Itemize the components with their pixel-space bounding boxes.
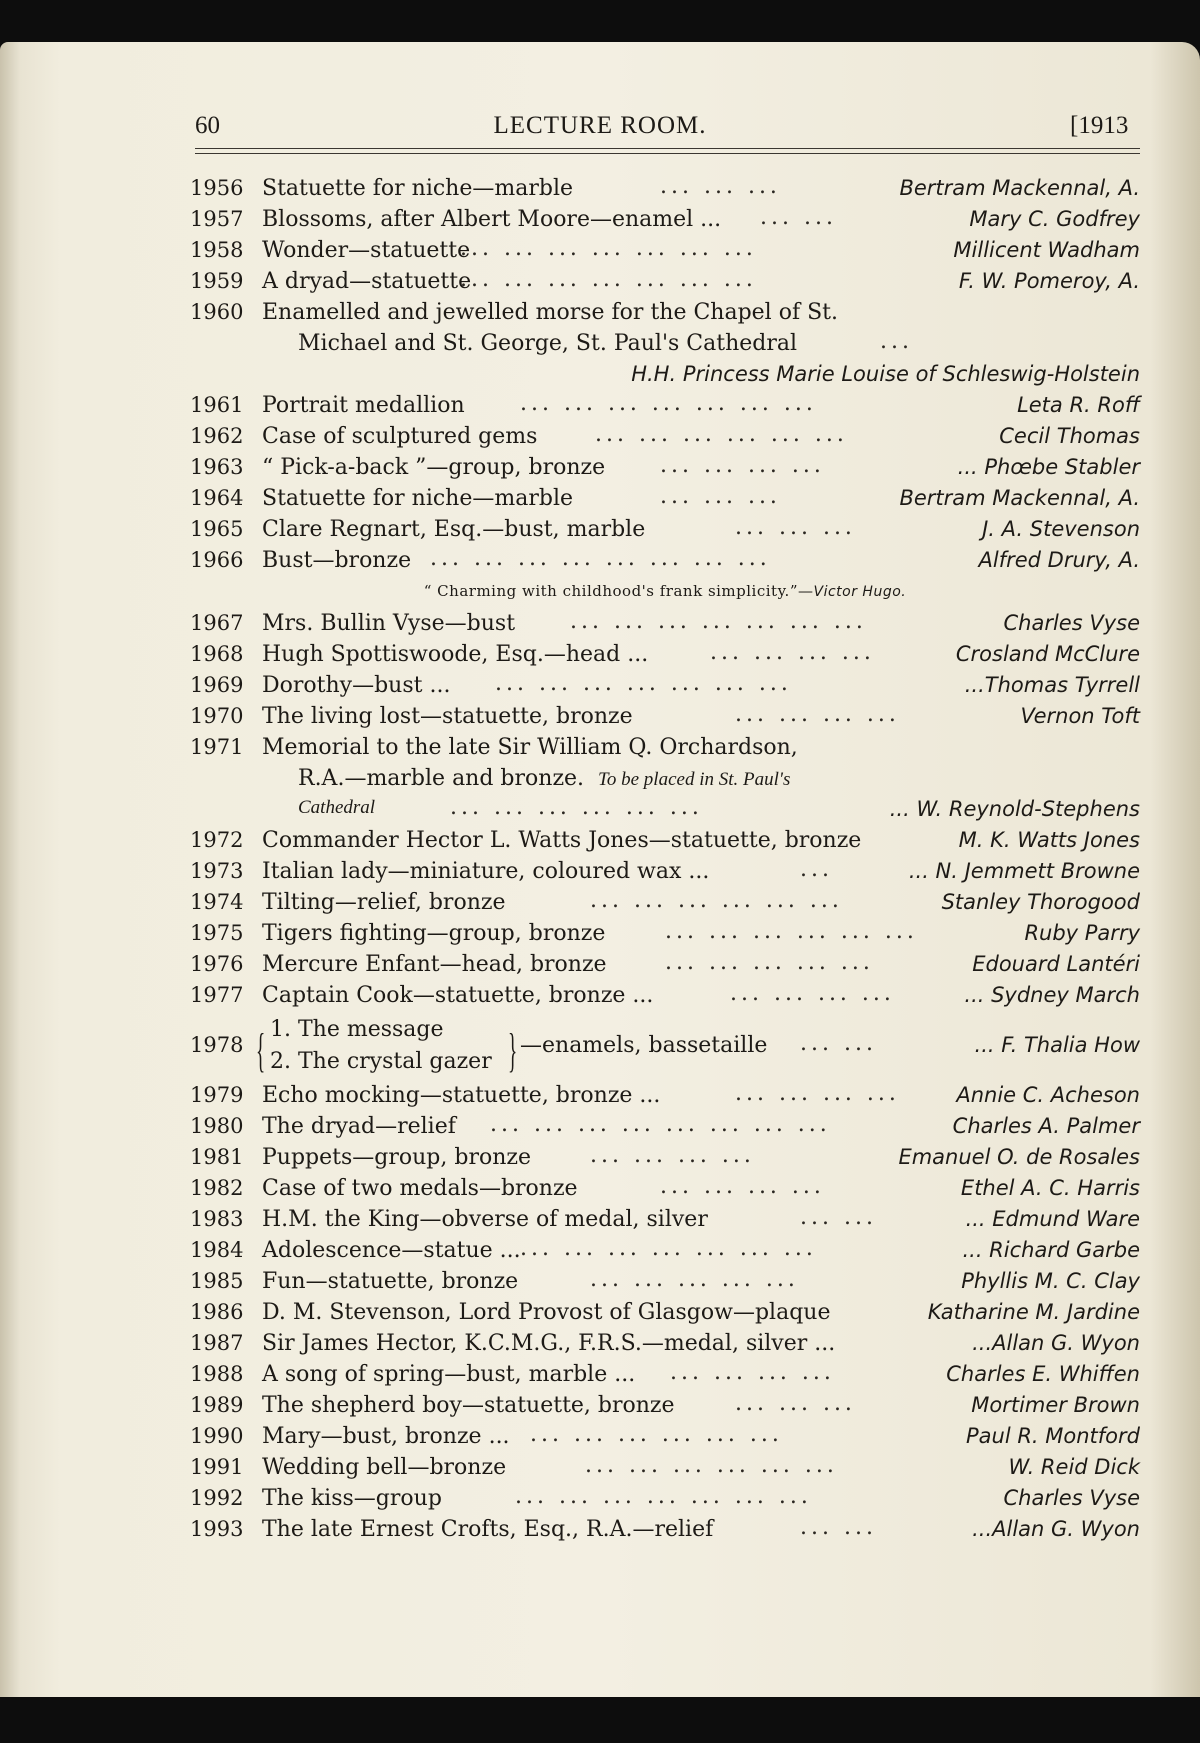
entry-artist: Charles Vyse	[1003, 611, 1140, 635]
catalogue-entry	[190, 702, 1140, 734]
entry-artist: Emanuel O. de Rosales	[898, 1145, 1140, 1169]
leader-dots: ... ... ... ... ...	[590, 1267, 799, 1292]
entry-title: Mercure Enfant—head, bronze	[262, 952, 607, 977]
entry-title: Commander Hector L. Watts Jones—statuette, bronze	[262, 828, 862, 853]
entry-number: 1958	[190, 238, 244, 262]
entry-artist: ...Thomas Tyrrell	[964, 673, 1140, 697]
entry-number: 1983	[190, 1207, 244, 1231]
catalogue-entry	[190, 671, 1140, 703]
entry-artist: Crosland McClure	[955, 642, 1140, 666]
entry-artist: ... Sydney March	[964, 983, 1140, 1007]
entry-artist: Edouard Lantéri	[972, 952, 1140, 976]
entry-title-text: R.A.—marble and bronze.	[298, 766, 585, 791]
entry-title: —enamels, bassetaille	[520, 1033, 768, 1058]
entry-number: 1985	[190, 1269, 244, 1293]
entry-title: A dryad—statuette	[262, 269, 472, 294]
leader-dots: ... ... ... ...	[660, 453, 825, 478]
entry-artist: Charles A. Palmer	[952, 1114, 1140, 1138]
placement-note: To be placed in St. Paul's	[598, 769, 791, 790]
leader-dots: ... ...	[800, 1515, 877, 1540]
entry-number: 1987	[190, 1331, 244, 1355]
entry-artist: Mortimer Brown	[971, 1393, 1140, 1417]
entry-number: 1957	[190, 207, 244, 231]
entry-number: 1962	[190, 424, 244, 448]
catalogue-entry	[190, 1484, 1140, 1516]
entry-title: The living lost—statuette, bronze	[262, 704, 633, 729]
entry-title: Fun—statuette, bronze	[262, 1269, 519, 1294]
catalogue-entry-continued	[190, 764, 1140, 796]
leader-dots: ... ... ... ... ... ...	[530, 1422, 783, 1447]
entry-title: Wonder—statuette	[262, 238, 471, 263]
entry-title: Clare Regnart, Esq.—bust, marble	[262, 517, 646, 542]
entry-number: 1990	[190, 1424, 244, 1448]
catalogue-entry-continued	[190, 360, 1140, 392]
leader-dots: ... ... ... ... ... ... ...	[460, 236, 757, 261]
entry-artist: Paul R. Montford	[965, 1424, 1140, 1448]
leader-dots: ... ... ...	[735, 515, 856, 540]
running-title: LECTURE ROOM.	[493, 112, 707, 139]
entry-artist: Charles E. Whiffen	[946, 1362, 1140, 1386]
catalogue-entry	[190, 205, 1140, 237]
entry-number: 1992	[190, 1486, 244, 1510]
leader-dots: ... ... ... ... ... ...	[585, 1453, 838, 1478]
sub-item: 2. The crystal gazer	[270, 1049, 492, 1074]
entry-title-line2	[298, 766, 790, 791]
entry-artist: ... W. Reynold-Stephens	[889, 797, 1140, 821]
entry-title: Mrs. Bullin Vyse—bust	[262, 611, 516, 636]
catalogue-entry	[190, 733, 1140, 765]
catalogue-entry	[190, 857, 1140, 889]
catalogue-entry	[190, 826, 1140, 858]
entry-number: 1970	[190, 704, 244, 728]
epigraph-text	[190, 582, 1140, 600]
catalogue-entry	[190, 422, 1140, 454]
catalogue-entry	[190, 174, 1140, 206]
leader-dots: ... ... ... ...	[590, 1143, 755, 1168]
entry-number: 1981	[190, 1145, 244, 1169]
epigraph	[190, 578, 1140, 604]
entry-title: Portrait medallion	[262, 393, 465, 418]
entry-artist: Charles Vyse	[1003, 1486, 1140, 1510]
entry-number: 1984	[190, 1238, 244, 1262]
catalogue-entry	[190, 919, 1140, 951]
left-brace: {	[256, 1024, 266, 1077]
entry-artist: Leta R. Roff	[1017, 393, 1140, 417]
catalogue-entry	[190, 1453, 1140, 1485]
catalogue-entry	[190, 640, 1140, 672]
entry-title: Tigers fighting—group, bronze	[262, 921, 606, 946]
entry-number: 1973	[190, 859, 244, 883]
right-brace: }	[508, 1024, 518, 1077]
entry-artist: Stanley Thorogood	[941, 890, 1140, 914]
leader-dots: ... ... ... ...	[710, 640, 875, 665]
page-number: 60	[195, 112, 220, 139]
leader-dots: ... ... ... ... ...	[665, 950, 874, 975]
entry-number: 1967	[190, 611, 244, 635]
catalogue-entry	[190, 236, 1140, 268]
placement-note-line2: Cathedral	[298, 797, 376, 818]
entry-artist: ... N. Jemmett Browne	[908, 859, 1140, 883]
quote-text: “ Charming with childhood's frank simplicity.”—	[423, 582, 814, 600]
catalogue-entry	[190, 1205, 1140, 1237]
leader-dots: ... ... ... ... ... ...	[450, 795, 703, 820]
entry-title: Memorial to the late Sir William Q. Orchardson,	[262, 735, 798, 760]
catalogue-entry	[190, 1112, 1140, 1144]
entry-title: The shepherd boy—statuette, bronze	[262, 1393, 675, 1418]
quote-attribution: Victor Hugo.	[813, 584, 907, 600]
entry-artist: ... Richard Garbe	[962, 1238, 1140, 1262]
leader-dots: ... ...	[800, 1031, 877, 1056]
entry-number: 1972	[190, 828, 244, 852]
entry-artist: J. A. Stevenson	[982, 517, 1140, 541]
catalogue-entry	[190, 981, 1140, 1013]
entry-title: Echo mocking—statuette, bronze ...	[262, 1083, 661, 1108]
entry-title: The kiss—group	[262, 1486, 442, 1511]
entry-number: 1959	[190, 269, 244, 293]
entry-number: 1988	[190, 1362, 244, 1386]
entry-artist: ... Edmund Ware	[965, 1207, 1140, 1231]
leader-dots: ... ... ... ... ... ... ...	[520, 391, 817, 416]
leader-dots: ... ... ... ... ... ... ...	[570, 609, 867, 634]
entry-artist: Katharine M. Jardine	[927, 1300, 1140, 1324]
entry-title: The dryad—relief	[262, 1114, 456, 1139]
entry-title: Wedding bell—bronze	[262, 1455, 507, 1480]
entry-number: 1961	[190, 393, 244, 417]
leader-dots: ... ... ... ... ... ...	[665, 919, 918, 944]
entry-artist: Ruby Parry	[1024, 921, 1140, 945]
leader-dots: ... ...	[760, 205, 837, 230]
entry-number: 1966	[190, 548, 244, 572]
leader-dots: ... ... ... ... ... ...	[590, 888, 843, 913]
catalogue-entry	[190, 1422, 1140, 1454]
entry-number: 1975	[190, 921, 244, 945]
entry-artist: Phyllis M. C. Clay	[961, 1269, 1140, 1293]
catalogue-entry	[190, 267, 1140, 299]
leader-dots: ... ... ... ... ... ... ...	[520, 1236, 817, 1261]
leader-dots: ... ... ... ... ... ... ...	[495, 671, 792, 696]
entry-title: Italian lady—miniature, coloured wax ...	[262, 859, 710, 884]
catalogue-entry	[190, 1236, 1140, 1268]
entry-title: Mary—bust, bronze ...	[262, 1424, 510, 1449]
entry-number: 1979	[190, 1083, 244, 1107]
entry-title: Case of two medals—bronze	[262, 1176, 578, 1201]
entry-title: A song of spring—bust, marble ...	[262, 1362, 636, 1387]
leader-dots: ... ... ... ...	[735, 1081, 900, 1106]
entry-artist: M. K. Watts Jones	[958, 828, 1140, 852]
catalogue-entry	[190, 1329, 1140, 1361]
leader-dots: ... ... ... ...	[660, 1174, 825, 1199]
entry-number: 1968	[190, 642, 244, 666]
catalogue-entry-continued	[190, 329, 1140, 361]
catalogue-entry	[190, 1267, 1140, 1299]
entry-artist: F. W. Pomeroy, A.	[958, 269, 1140, 293]
entry-title: Case of sculptured gems	[262, 424, 538, 449]
entry-artist: Ethel A. C. Harris	[960, 1176, 1140, 1200]
entry-number: 1971	[190, 735, 244, 759]
entry-number: 1991	[190, 1455, 244, 1479]
leader-dots: ... ... ... ...	[730, 981, 895, 1006]
entry-title: Hugh Spottiswoode, Esq.—head ...	[262, 642, 649, 667]
entry-number: 1969	[190, 673, 244, 697]
entry-title: D. M. Stevenson, Lord Provost of Glasgow—plaque	[262, 1300, 831, 1325]
entry-artist: Bertram Mackennal, A.	[899, 176, 1140, 200]
catalogue-entry-continued	[190, 795, 1140, 827]
catalogue-entry	[190, 1174, 1140, 1206]
header-year: [1913	[1070, 112, 1129, 139]
entry-number: 1980	[190, 1114, 244, 1138]
entry-artist: Mary C. Godfrey	[969, 207, 1140, 231]
entry-number: 1956	[190, 176, 244, 200]
catalogue-entry	[190, 1360, 1140, 1392]
catalogue-entry	[190, 1143, 1140, 1175]
leader-dots: ... ... ... ...	[735, 702, 900, 727]
leader-dots: ... ... ...	[735, 1391, 856, 1416]
catalogue-entry	[190, 609, 1140, 641]
entry-title: Adolescence—statue ...	[262, 1238, 521, 1263]
entry-artist: Alfred Drury, A.	[978, 548, 1140, 572]
entry-title: “ Pick-a-back ”—group, bronze	[262, 455, 606, 480]
entry-title: Statuette for niche—marble	[262, 176, 573, 201]
entry-title: Dorothy—bust ...	[262, 673, 451, 698]
entry-title: Tilting—relief, bronze	[262, 890, 506, 915]
catalogue-entry	[190, 484, 1140, 516]
entry-title: Blossoms, after Albert Moore—enamel ...	[262, 207, 722, 232]
catalogue-entry	[190, 1515, 1140, 1547]
catalogue-entry	[190, 888, 1140, 920]
entry-number: 1974	[190, 890, 244, 914]
leader-dots: ... ... ... ... ... ... ... ...	[430, 546, 771, 571]
entry-title-line2: Michael and St. George, St. Paul's Cathedral	[298, 331, 798, 356]
leader-dots: ... ... ...	[660, 484, 781, 509]
catalogue-entry	[190, 515, 1140, 547]
entry-number: 1965	[190, 517, 244, 541]
leader-dots: ... ... ... ... ... ... ...	[460, 267, 757, 292]
entry-artist: ... Phœbe Stabler	[957, 455, 1140, 479]
entry-number: 1978	[190, 1033, 244, 1057]
entry-title: Bust—bronze	[262, 548, 412, 573]
catalogue-entry	[190, 1391, 1140, 1423]
entry-number: 1977	[190, 983, 244, 1007]
entry-title: Enamelled and jewelled morse for the Chapel of St.	[262, 300, 838, 325]
entry-artist: Cecil Thomas	[999, 424, 1140, 448]
leader-dots: ... ... ...	[660, 174, 781, 199]
entry-title: Captain Cook—statuette, bronze ...	[262, 983, 654, 1008]
entry-number: 1960	[190, 300, 244, 324]
entry-artist: Bertram Mackennal, A.	[899, 486, 1140, 510]
entry-artist: ...Allan G. Wyon	[972, 1517, 1140, 1541]
entry-artist: ... F. Thalia How	[974, 1033, 1140, 1057]
entry-number: 1993	[190, 1517, 244, 1541]
entry-number: 1963	[190, 455, 244, 479]
entry-title: Statuette for niche—marble	[262, 486, 573, 511]
entry-number: 1989	[190, 1393, 244, 1417]
leader-dots: ... ...	[800, 1205, 877, 1230]
catalogue-entry	[190, 391, 1140, 423]
leader-dots: ... ... ... ... ... ... ...	[515, 1484, 812, 1509]
catalogue-entry	[190, 950, 1140, 982]
sub-item: 1. The message	[270, 1017, 444, 1042]
entry-artist: W. Reid Dick	[1008, 1455, 1140, 1479]
entry-artist: H.H. Princess Marie Louise of Schleswig-Holstein	[631, 362, 1140, 386]
entry-artist: Vernon Toft	[1020, 704, 1140, 728]
entry-artist: Millicent Wadham	[953, 238, 1140, 262]
entry-artist: Annie C. Acheson	[956, 1083, 1140, 1107]
leader-dots: ... ... ... ... ... ... ... ...	[490, 1112, 831, 1137]
entry-number: 1976	[190, 952, 244, 976]
leader-dots: ... ... ... ... ... ...	[595, 422, 848, 447]
catalogue-entry	[190, 546, 1140, 578]
entry-number: 1982	[190, 1176, 244, 1200]
leader-dots: ... ... ... ...	[670, 1360, 835, 1385]
catalogue-entry	[190, 1017, 1140, 1077]
catalogue-entry	[190, 1081, 1140, 1113]
entry-title: Sir James Hector, K.C.M.G., F.R.S.—medal, silver ...	[262, 1331, 836, 1356]
entry-title: Puppets—group, bronze	[262, 1145, 531, 1170]
entry-title: H.M. the King—obverse of medal, silver	[262, 1207, 708, 1232]
catalogue-entry	[190, 298, 1140, 330]
entry-artist: ...Allan G. Wyon	[972, 1331, 1140, 1355]
leader-dots: ...	[800, 857, 833, 882]
entry-number: 1986	[190, 1300, 244, 1324]
leader-dots: ...	[880, 329, 913, 354]
entry-number: 1964	[190, 486, 244, 510]
catalogue-entry	[190, 453, 1140, 485]
entry-title: The late Ernest Crofts, Esq., R.A.—relief	[262, 1517, 714, 1542]
catalogue-entry	[190, 1298, 1140, 1330]
